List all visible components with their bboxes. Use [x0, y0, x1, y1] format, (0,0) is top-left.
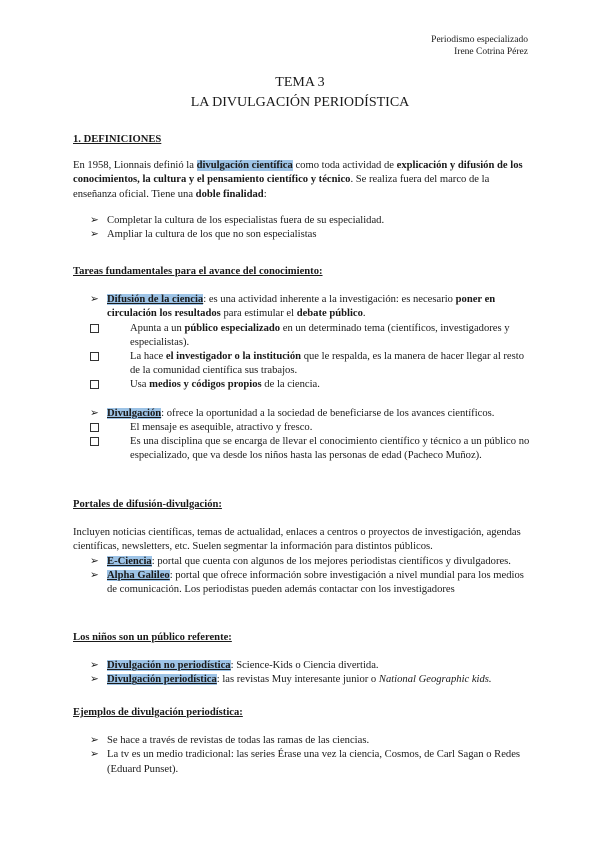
arrow-bullet-icon: ➢: [90, 660, 99, 672]
list-item-text: Ampliar la cultura de los que no son especialistas: [107, 229, 317, 241]
bold-term: debate público: [296, 308, 363, 320]
arrow-bullet-icon: ➢: [90, 569, 99, 581]
section-ejemplos: [73, 706, 530, 777]
checkbox-square-icon: [90, 380, 99, 389]
text: : es una actividad inherente a la investigación: es necesario: [203, 294, 456, 306]
section-ninos: [73, 631, 530, 688]
bold-term: el investigador o la institución: [165, 351, 302, 363]
text: El mensaje es asequible, atractivo y fresco.: [130, 421, 313, 433]
arrow-bullet-icon: ➢: [90, 229, 99, 241]
section-heading: Tareas fundamentales para el avance del conocimiento:: [73, 266, 323, 277]
bold-term: doble finalidad: [195, 188, 264, 200]
section-heading: Portales de difusión-divulgación:: [73, 499, 222, 510]
text: La hace: [130, 351, 166, 363]
text: : las revistas Muy interesante junior o: [216, 674, 379, 686]
list-item-divulgacion: [73, 407, 530, 421]
header-author: Irene Cotrina Pérez: [454, 47, 528, 57]
text: que le respalda, es la manera de hacer llegar al resto de la comunidad científica sus trabajos.: [130, 351, 525, 377]
text: : portal que cuenta con algunos de los mejores periodistas científicos y divulgadores.: [151, 555, 511, 567]
bold-term: explicación y difusión de los conocimientos, la cultura y el pensamiento científico y técnico: [73, 160, 523, 186]
arrow-bullet-icon: ➢: [90, 749, 99, 761]
text: en un determinado tema (científicos, investigadores y especialistas).: [130, 322, 510, 348]
text: Usa: [130, 379, 150, 391]
sub-item: [33, 421, 530, 435]
text: como toda actividad de: [292, 160, 397, 172]
checkbox-square-icon: [90, 437, 99, 446]
tareas-list-2: [73, 407, 530, 421]
arrow-bullet-icon: ➢: [90, 735, 99, 747]
doc-title-number: TEMA 3: [275, 75, 325, 90]
list-item: [73, 228, 530, 242]
tareas-list: [73, 293, 530, 321]
portales-list: [73, 555, 530, 598]
ejemplos-list: [73, 734, 530, 777]
highlight-term: Divulgación periodística: [107, 674, 217, 686]
italic-text: National Geographic kids.: [378, 674, 492, 686]
text: . Se realiza fuera del marco de la enseñanza oficial. Tiene una: [73, 174, 490, 200]
section-heading: 1. DEFINICIONES: [73, 134, 162, 145]
arrow-bullet-icon: ➢: [90, 555, 99, 567]
list-item: [73, 748, 530, 776]
difusion-sublist: [33, 322, 530, 393]
highlight-term: E-Ciencia: [107, 555, 152, 567]
sub-item: [33, 435, 530, 463]
text: Apunta a un: [130, 322, 185, 334]
checkbox-square-icon: [90, 352, 99, 361]
arrow-bullet-icon: ➢: [90, 407, 99, 419]
section-tareas: [73, 265, 530, 463]
arrow-bullet-icon: ➢: [90, 214, 99, 226]
arrow-bullet-icon: ➢: [90, 674, 99, 686]
text: :: [263, 188, 267, 200]
highlight-term: Alpha Galileo: [107, 569, 170, 581]
text: : Science-Kids o Ciencia divertida.: [230, 660, 379, 672]
section-heading: Los niños son un público referente:: [73, 632, 232, 643]
list-item: [73, 734, 530, 748]
bold-term: medios y códigos propios: [149, 379, 262, 391]
finalidad-list: [73, 214, 530, 242]
text: : ofrece la oportunidad a la sociedad de beneficiarse de los avances científicos.: [161, 407, 495, 419]
text: Es una disciplina que se encarga de llevar el conocimiento científico y técnico a un público no especializado, que va desde los niños hasta las personas de edad (Pacheco Muñoz).: [130, 436, 530, 462]
doc-title: LA DIVULGACIÓN PERIODÍSTICA: [190, 95, 410, 110]
portales-intro: Incluyen noticias científicas, temas de actualidad, enlaces a centros o proyectos de investigación, agendas científicas, newsletters, etc. Suelen segmentar la información para distintos públicos.: [73, 527, 521, 553]
checkbox-square-icon: [90, 423, 99, 432]
arrow-bullet-icon: ➢: [90, 294, 99, 306]
list-item-difusion: [73, 293, 530, 321]
list-item: [73, 659, 530, 673]
list-item: [73, 569, 530, 597]
text: de la ciencia.: [261, 379, 320, 391]
page-header: [431, 34, 528, 58]
definition-paragraph: [73, 159, 530, 202]
bold-term: poner en circulación los resultados: [107, 294, 496, 320]
list-item-text: La tv es un medio tradicional: las series Érase una vez la ciencia, Cosmos, de Carl Sagan o Redes (Eduard Punset).: [107, 749, 521, 775]
section-heading: Ejemplos de divulgación periodística:: [73, 707, 243, 718]
list-item-text: Se hace a través de revistas de todas las ramas de las ciencias.: [107, 735, 370, 747]
ninos-list: [73, 659, 530, 687]
list-item: [73, 555, 530, 569]
bold-term: público especializado: [184, 322, 281, 334]
list-item: [73, 673, 530, 687]
divulgacion-sublist: [33, 421, 530, 464]
section-definiciones: [73, 133, 530, 242]
highlight-term: Difusión de la ciencia: [107, 294, 204, 306]
sub-item: [33, 322, 530, 350]
sub-item: [33, 378, 530, 392]
header-course: Periodismo especializado: [431, 35, 528, 45]
checkbox-square-icon: [90, 324, 99, 333]
text: para estimular el: [220, 308, 297, 320]
list-item: [73, 214, 530, 228]
list-item-text: Completar la cultura de los especialistas fuera de su especialidad.: [107, 214, 385, 226]
highlight-term: Divulgación: [107, 407, 162, 419]
section-portales: [73, 498, 530, 597]
text: : portal que ofrece información sobre investigación a nivel mundial para los medios de comunicación. Los periodistas pueden además contactar con los investigadores: [107, 569, 524, 596]
text: En 1958, Lionnais definió la: [73, 160, 197, 172]
text: .: [362, 308, 366, 320]
sub-item: [33, 350, 530, 378]
highlight-term: Divulgación no periodística: [107, 660, 231, 672]
highlight-term: divulgación científica: [196, 160, 293, 172]
